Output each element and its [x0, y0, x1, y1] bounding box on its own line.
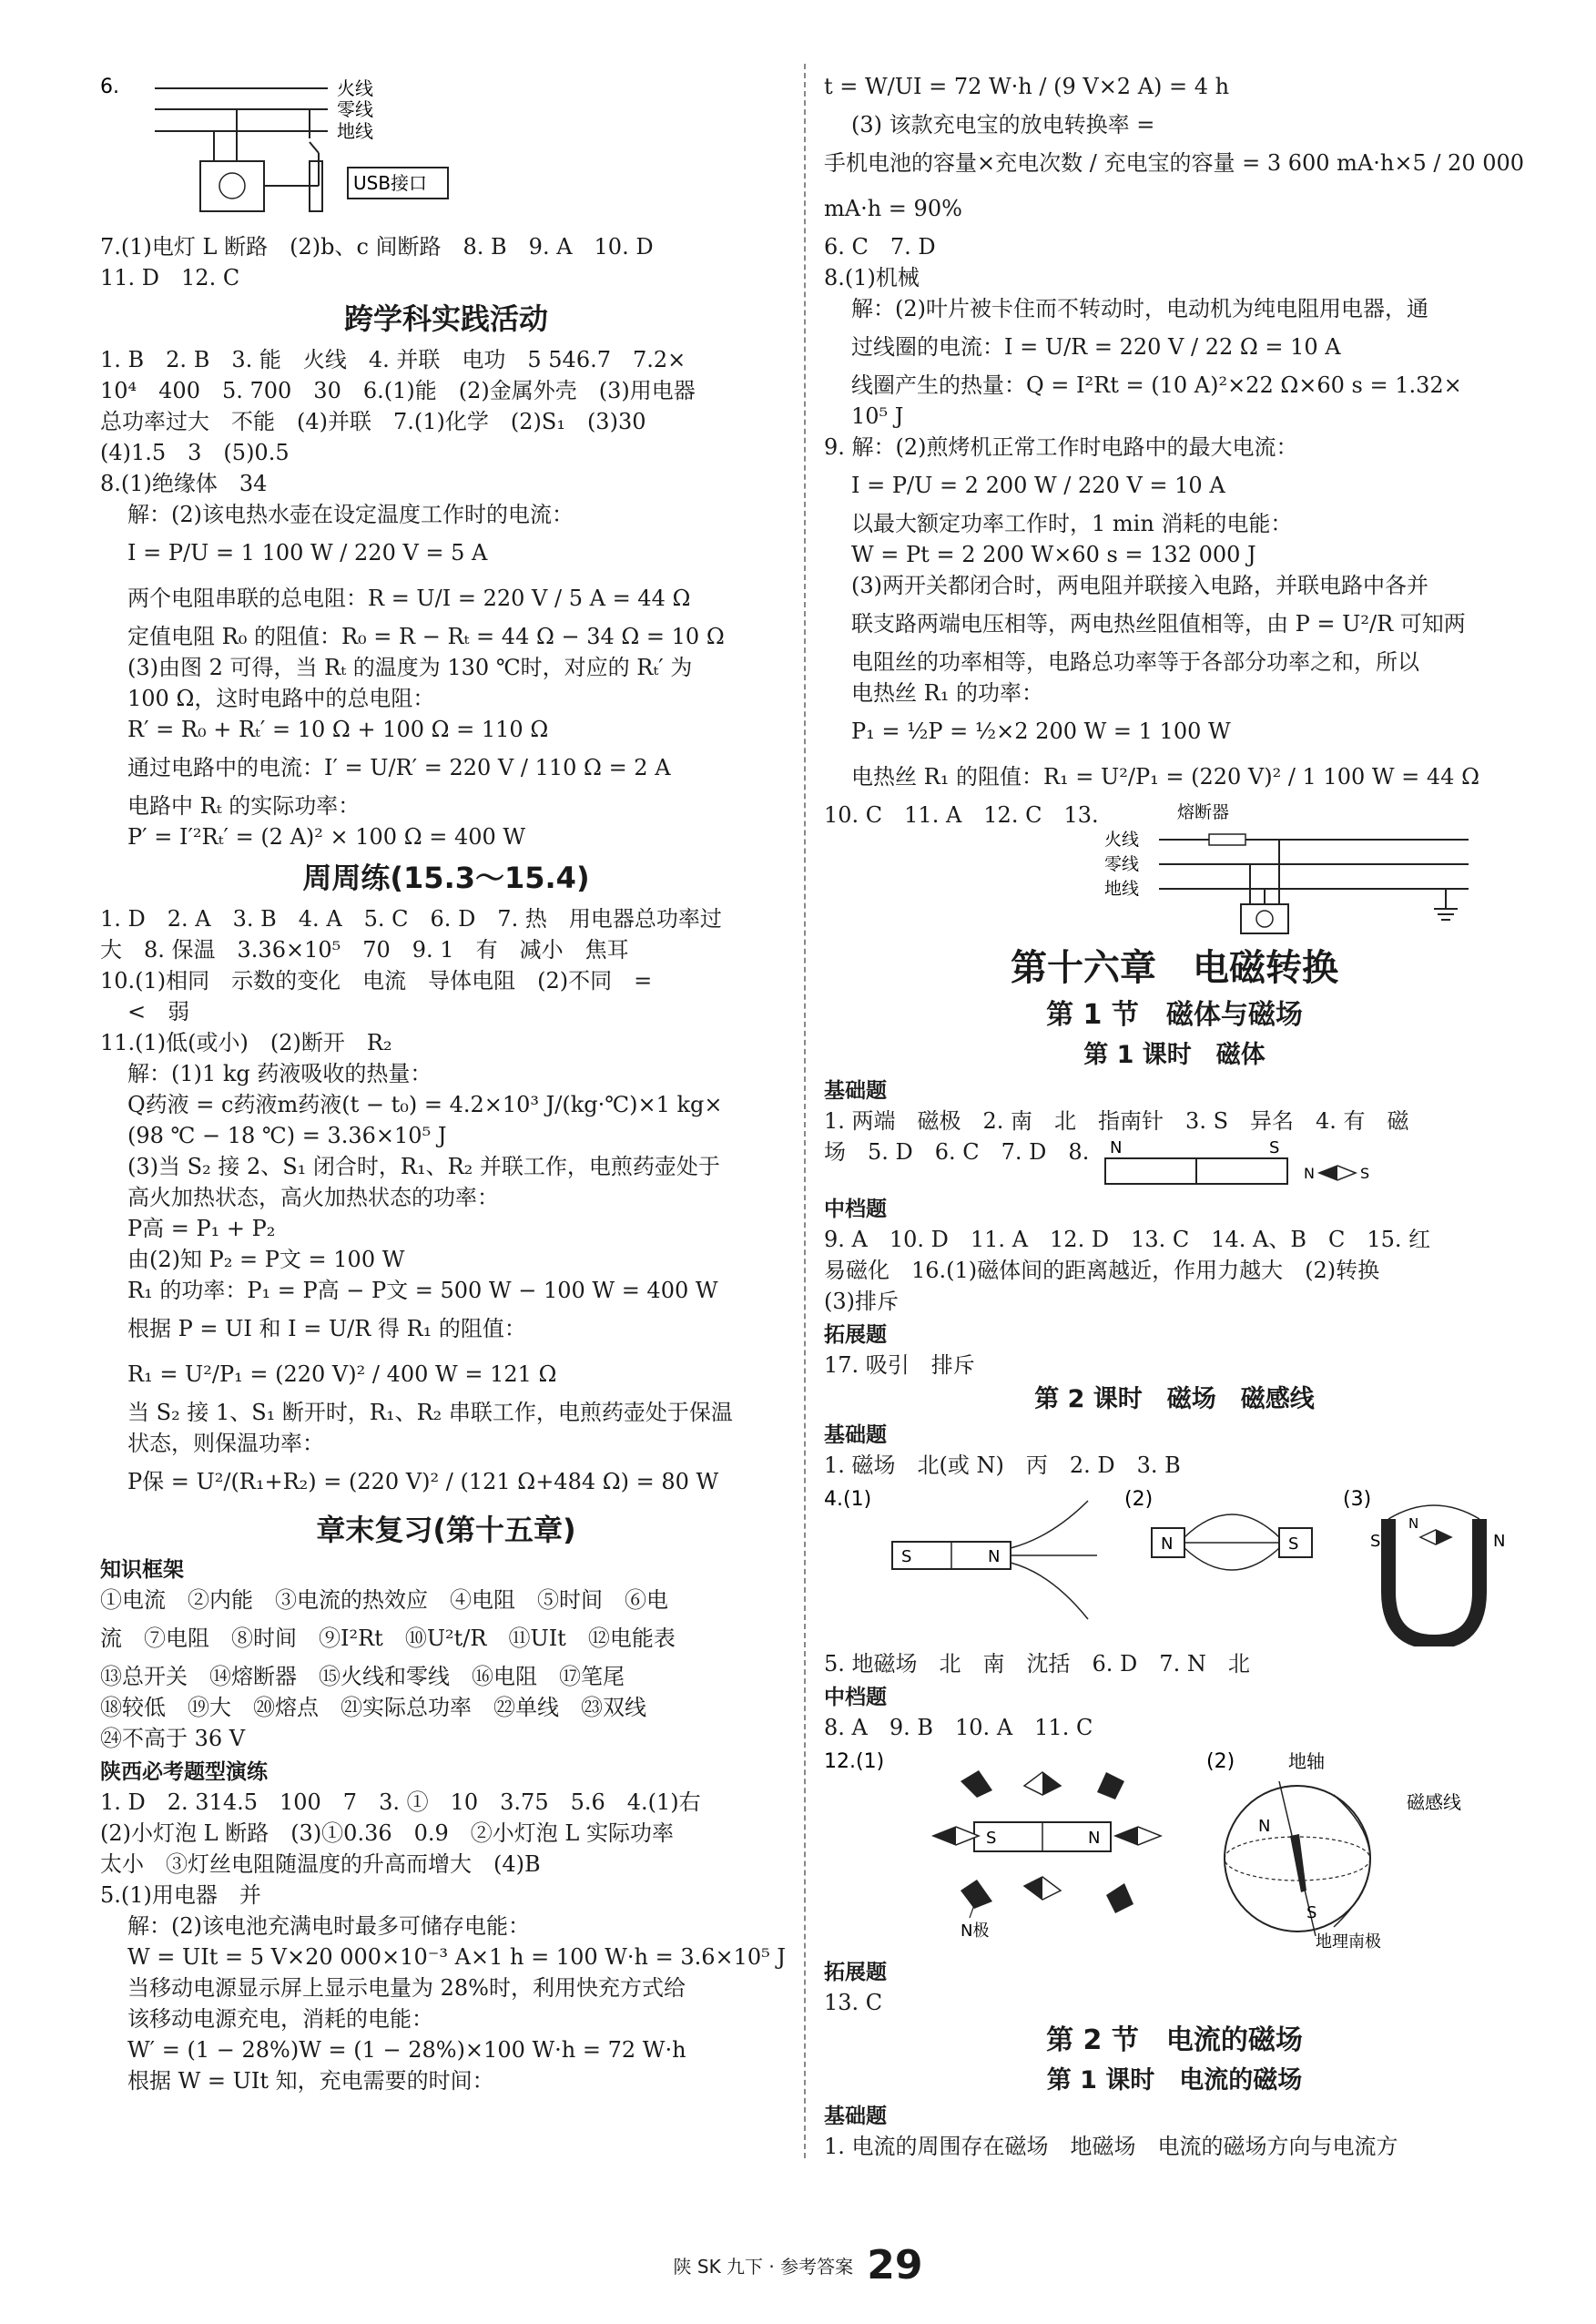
- lesson-title-magnet: 第 1 课时 磁体: [1083, 1041, 1266, 1069]
- formula-line: P₁ = ½P = ½×2 200 W = 1 100 W: [851, 719, 1231, 744]
- answer-10-13: 10. C 11. A 12. C 13.: [824, 802, 1099, 828]
- formula-line: W = UIt = 5 V×20 000×10⁻³ A×1 h = 100 W·h = 3.6×10⁵ J: [127, 1944, 787, 1970]
- answer-line: 9. A 10. D 11. A 12. D 13. C 14. A、B C 15. 红: [824, 1227, 1431, 1252]
- formula-line: 10⁵ J: [851, 403, 904, 429]
- solution-line: 定值电阻 R₀ 的阻值：R₀ = R − Rₜ = 44 Ω − 34 Ω = 10 Ω: [127, 624, 725, 649]
- answer-line: ㉔不高于 36 V: [100, 1726, 246, 1751]
- solution-line: 电阻丝的功率相等，电路总功率等于各部分功率之和，所以: [851, 649, 1419, 675]
- answer-line: (2)小灯泡 L 断路 (3)①0.36 0.9 ②小灯泡 L 实际功率: [100, 1820, 674, 1846]
- answer-line: 1. 磁场 北(或 N) 丙 2. D 3. B: [824, 1452, 1181, 1478]
- solution-line: (3)由图 2 可得，当 Rₜ 的温度为 130 ℃时，对应的 Rₜ′ 为: [127, 655, 693, 680]
- page-footer: [0, 2242, 1596, 2288]
- formula-line: P高 = P₁ + P₂: [127, 1216, 276, 1241]
- fig8-n-label: N: [1110, 1138, 1123, 1157]
- fig13-live-label: 火线: [1103, 830, 1139, 850]
- formula-line: 通过电路中的电流：I′ = U/R′ = 220 V / 110 Ω = 2 A: [127, 755, 671, 780]
- fig4-n-label: N: [988, 1547, 1001, 1566]
- fig6-number: 6.: [100, 76, 119, 98]
- fig8-s-label: S: [1269, 1138, 1280, 1157]
- formula-line: I = P/U = 2 200 W / 220 V = 10 A: [851, 473, 1225, 498]
- solution-line: (3)两开关都闭合时，两电阻并联接入电路，并联电路中各并: [851, 573, 1428, 598]
- formula-line: Q药液 = c药液m药液(t − t₀) = 4.2×10³ J/(kg·℃)×1 kg×: [127, 1092, 723, 1117]
- fig6-live-label: 火线: [337, 77, 373, 99]
- answer-line: 1. D 2. 314.5 100 7 3. ① 10 3.75 5.6 4.(1)右: [100, 1789, 701, 1815]
- circuit-diagram-13: [1104, 800, 1487, 936]
- fig13-neutral-label: 零线: [1103, 854, 1139, 874]
- fig4-part3-label: (3): [1343, 1488, 1372, 1511]
- answer-line: 1. 两端 磁极 2. 南 北 指南针 3. S 异名 4. 有 磁: [824, 1108, 1409, 1134]
- formula-line: (98 ℃ − 18 ℃) = 3.36×10⁵ J: [127, 1123, 447, 1148]
- solution-line: 解：(2)该电池充满电时最多可储存电能：: [127, 1913, 530, 1939]
- answer-line: 场 5. D 6. C 7. D 8.: [824, 1139, 1090, 1165]
- fig13-ground-label: 地线: [1103, 879, 1139, 899]
- formula-line: t = W/UI = 72 W·h / (9 V×2 A) = 4 h: [824, 74, 1230, 99]
- answer-line: 17. 吸引 排斥: [824, 1352, 975, 1378]
- answer-line: (4)1.5 3 (5)0.5: [100, 440, 290, 465]
- answer-line: 8. A 9. B 10. A 11. C: [824, 1715, 1093, 1740]
- answer-7-10: 7.(1)电灯 L 断路 (2)b、c 间断路 8. B 9. A 10. D: [100, 234, 654, 260]
- answer-line: 1. B 2. B 3. 能 火线 4. 并联 电功 5 546.7 7.2×: [100, 347, 686, 372]
- fig8-needle-s-label: S: [1360, 1165, 1370, 1182]
- left-column: [100, 64, 792, 2096]
- answer-line: 8.(1)机械: [824, 265, 920, 290]
- solution-line: 电热丝 R₁ 的功率：: [851, 680, 1043, 706]
- chapter-title: 第十六章 电磁转换: [1011, 947, 1338, 989]
- category-basic: 基础题: [824, 2105, 887, 2128]
- solution-line: P′ = I′²Rₜ′ = (2 A)² × 100 Ω = 400 W: [127, 824, 526, 850]
- category-medium: 中档题: [824, 1686, 887, 1709]
- answer-line: 1. 电流的周围存在磁场 地磁场 电流的磁场方向与电流方: [824, 2134, 1398, 2159]
- solution-line: 当 S₂ 接 1、S₁ 断开时，R₁、R₂ 串联工作，电煎药壶处于保温: [127, 1400, 733, 1425]
- answer-line: 6. C 7. D: [824, 234, 936, 260]
- formula-line: 根据 P = UI 和 I = U/R 得 R₁ 的阻值：: [127, 1316, 526, 1341]
- answer-line: 10.(1)相同 示数的变化 电流 导体电阻 (2)不同 =: [100, 968, 653, 994]
- category-basic: 基础题: [824, 1079, 887, 1103]
- lesson-title-magnetic-field: 第 2 课时 磁场 磁感线: [1034, 1385, 1315, 1413]
- fig12-s2-label: S: [1306, 1903, 1317, 1922]
- formula-line: 线圈产生的热量：Q = I²Rt = (10 A)²×22 Ω×60 s = 1.32×: [851, 372, 1462, 398]
- solution-line: 状态，则保温功率：: [127, 1431, 324, 1456]
- answer-11-12: 11. D 12. C: [100, 265, 240, 290]
- fig12-south-label: 地理南极: [1316, 1932, 1381, 1952]
- answer-line: 10⁴ 400 5. 700 30 6.(1)能 (2)金属外壳 (3)用电器: [100, 378, 696, 403]
- category-extension: 拓展题: [824, 1323, 887, 1347]
- formula-line: R₁ 的功率：P₁ = P高 − P文 = 500 W − 100 W = 400 W: [127, 1278, 718, 1303]
- formula-line: 电热丝 R₁ 的阻值：R₁ = U²/P₁ = (220 V)² / 1 100 W = 44 Ω: [851, 764, 1479, 790]
- solution-line: R′ = R₀ + Rₜ′ = 10 Ω + 100 Ω = 110 Ω: [127, 717, 549, 742]
- solution-line: 解：(1)1 kg 药液吸收的热量：: [127, 1061, 432, 1086]
- formula-line: 由(2)知 P₂ = P文 = 100 W: [127, 1247, 405, 1272]
- section-title-chapter-review: 章末复习(第十五章): [316, 1513, 576, 1547]
- answer-line: 1. D 2. A 3. B 4. A 5. C 6. D 7. 热 用电器总功率过: [100, 906, 722, 932]
- answer-line: ⑱较低 ⑲大 ⑳熔点 ㉑实际总功率 ㉒单线 ㉓双线: [100, 1695, 646, 1720]
- fig12-number: 12.(1): [824, 1750, 885, 1773]
- answer-line: 13. C: [824, 1990, 883, 2015]
- answer-line: ⑬总开关 ⑭熔断器 ⑮火线和零线 ⑯电阻 ⑰笔尾: [100, 1664, 625, 1689]
- fig6-ground-label: 地线: [337, 120, 373, 142]
- solution-line: 根据 W = UIt 知，充电需要的时间：: [127, 2068, 494, 2094]
- formula-line: 两个电阻串联的总电阻：R = U/I = 220 V / 5 A = 44 Ω: [127, 586, 691, 611]
- solution-line: 电路中 Rₜ 的实际功率：: [127, 793, 361, 819]
- answer-line: 大 8. 保温 3.36×10⁵ 70 9. 1 有 减小 焦耳: [100, 937, 629, 963]
- fig12-n-label: N: [1088, 1829, 1101, 1848]
- solution-line: 以最大额定功率工作时，1 min 消耗的电能：: [851, 511, 1293, 536]
- formula-line: W′ = (1 − 28%)W = (1 − 28%)×100 W·h = 72 W·h: [127, 2037, 686, 2063]
- fig4-n2-label: N: [1161, 1534, 1174, 1554]
- answer-line: 易磁化 16.(1)磁体间的距离越近，作用力越大 (2)转换: [824, 1258, 1380, 1283]
- category-medium: 中档题: [824, 1198, 887, 1221]
- formula-line: 过线圈的电流：I = U/R = 220 V / 22 Ω = 10 A: [851, 334, 1341, 360]
- solution-line: 该移动电源充电，消耗的电能：: [127, 2006, 433, 2032]
- answer-line: ①电流 ②内能 ③电流的热效应 ④电阻 ⑤时间 ⑥电: [100, 1587, 668, 1613]
- fig4-needle-n-label: N: [1408, 1515, 1419, 1532]
- category-basic: 基础题: [824, 1423, 887, 1447]
- fig4-s2-label: S: [1288, 1534, 1299, 1554]
- fig6-usb-label: USB接口: [353, 172, 428, 194]
- column-divider: [804, 64, 806, 2158]
- fig6-neutral-label: 零线: [337, 98, 373, 120]
- solution-line: 解：(2)该电热水壶在设定温度工作时的电流：: [127, 502, 574, 527]
- solution-line: (3)当 S₂ 接 2、S₁ 闭合时，R₁、R₂ 并联工作，电煎药壶处于: [127, 1154, 720, 1179]
- solution-line: 100 Ω，这时电路中的总电阻：: [127, 686, 435, 711]
- formula-line: P保 = U²/(R₁+R₂) = (220 V)² / (121 Ω+484 Ω) = 80 W: [127, 1469, 719, 1494]
- fig12-part2-label: (2): [1206, 1750, 1235, 1773]
- fig12-axis-label: 地轴: [1288, 1750, 1325, 1772]
- fig4-part2-label: (2): [1124, 1488, 1154, 1511]
- answer-line: 5. 地磁场 北 南 沈括 6. D 7. N 北: [824, 1651, 1250, 1677]
- fig12-n2-label: N: [1258, 1817, 1271, 1836]
- fig4-n3-label: N: [1493, 1532, 1506, 1551]
- lesson-title-current-field: 第 1 课时 电流的磁场: [1046, 2066, 1303, 2095]
- fig12-field-label: 磁感线: [1407, 1791, 1461, 1813]
- magnetic-field-diagram-4: [824, 1483, 1516, 1646]
- solution-line: 当移动电源显示屏上显示电量为 28%时，利用快充方式给: [127, 1975, 686, 2001]
- formula-line: R₁ = U²/P₁ = (220 V)² / 400 W = 121 Ω: [127, 1361, 557, 1387]
- answer-line: 9. 解：(2)煎烤机正常工作时电路中的最大电流：: [824, 434, 1298, 460]
- solution-line: 高火加热状态，高火加热状态的功率：: [127, 1185, 499, 1210]
- solution-line: (3) 该款充电宝的放电转换率 =: [851, 112, 1155, 138]
- magnetic-field-diagram-12: [824, 1745, 1516, 1954]
- answer-line: 流 ⑦电阻 ⑧时间 ⑨I²Rt ⑩U²t/R ⑪UIt ⑫电能表: [100, 1626, 676, 1651]
- answer-line: (3)排斥: [824, 1289, 899, 1314]
- section-title-interdisciplinary: 跨学科实践活动: [343, 301, 548, 336]
- fig8-needle-n-label: N: [1304, 1165, 1316, 1182]
- page-number: 29: [867, 2242, 923, 2288]
- category-shaanxi-practice: 陕西必考题型演练: [100, 1760, 268, 1784]
- fig4-s-label: S: [901, 1547, 912, 1566]
- category-knowledge-framework: 知识框架: [100, 1558, 184, 1582]
- answer-line: 8.(1)绝缘体 34: [100, 471, 268, 496]
- section-title-current-field: 第 2 节 电流的磁场: [1046, 2024, 1303, 2056]
- section-title-weekly-practice: 周周练(15.3～15.4): [302, 861, 590, 895]
- answer-line: 5.(1)用电器 并: [100, 1882, 261, 1908]
- answer-line: 太小 ③灯丝电阻随温度的升高而增大 (4)B: [100, 1851, 541, 1877]
- fig13-fuse-label: 熔断器: [1176, 802, 1229, 822]
- section-title-magnet: 第 1 节 磁体与磁场: [1046, 999, 1303, 1031]
- fig12-s-label: S: [986, 1829, 997, 1848]
- answer-line: 总功率过大 不能 (4)并联 7.(1)化学 (2)S₁ (3)30: [100, 409, 646, 434]
- circuit-diagram-6: [100, 66, 519, 229]
- formula-line: 手机电池的容量×充电次数 / 充电宝的容量 = 3 600 mA·h×5 / 20 000 mA·h = 90%: [824, 150, 1531, 221]
- magnet-diagram-8: [1096, 1137, 1397, 1191]
- footer-label: 陕 SK 九下 · 参考答案: [673, 2256, 854, 2278]
- fig4-s3-label: S: [1370, 1532, 1381, 1551]
- fig12-pole-label: N极: [961, 1921, 990, 1941]
- right-column: [824, 64, 1531, 2162]
- fig4-number: 4.(1): [824, 1488, 872, 1511]
- answer-line: 11.(1)低(或小) (2)断开 R₂: [100, 1030, 392, 1055]
- formula-line: W = Pt = 2 200 W×60 s = 132 000 J: [851, 542, 1256, 567]
- answer-line: < 弱: [127, 999, 190, 1024]
- formula-line: I = P/U = 1 100 W / 220 V = 5 A: [127, 540, 488, 566]
- solution-line: 联支路两端电压相等，两电热丝阻值相等，由 P = U²/R 可知两: [851, 611, 1466, 637]
- solution-line: 解：(2)叶片被卡住而不转动时，电动机为纯电阻用电器，通: [851, 296, 1428, 321]
- category-extension: 拓展题: [824, 1961, 887, 1984]
